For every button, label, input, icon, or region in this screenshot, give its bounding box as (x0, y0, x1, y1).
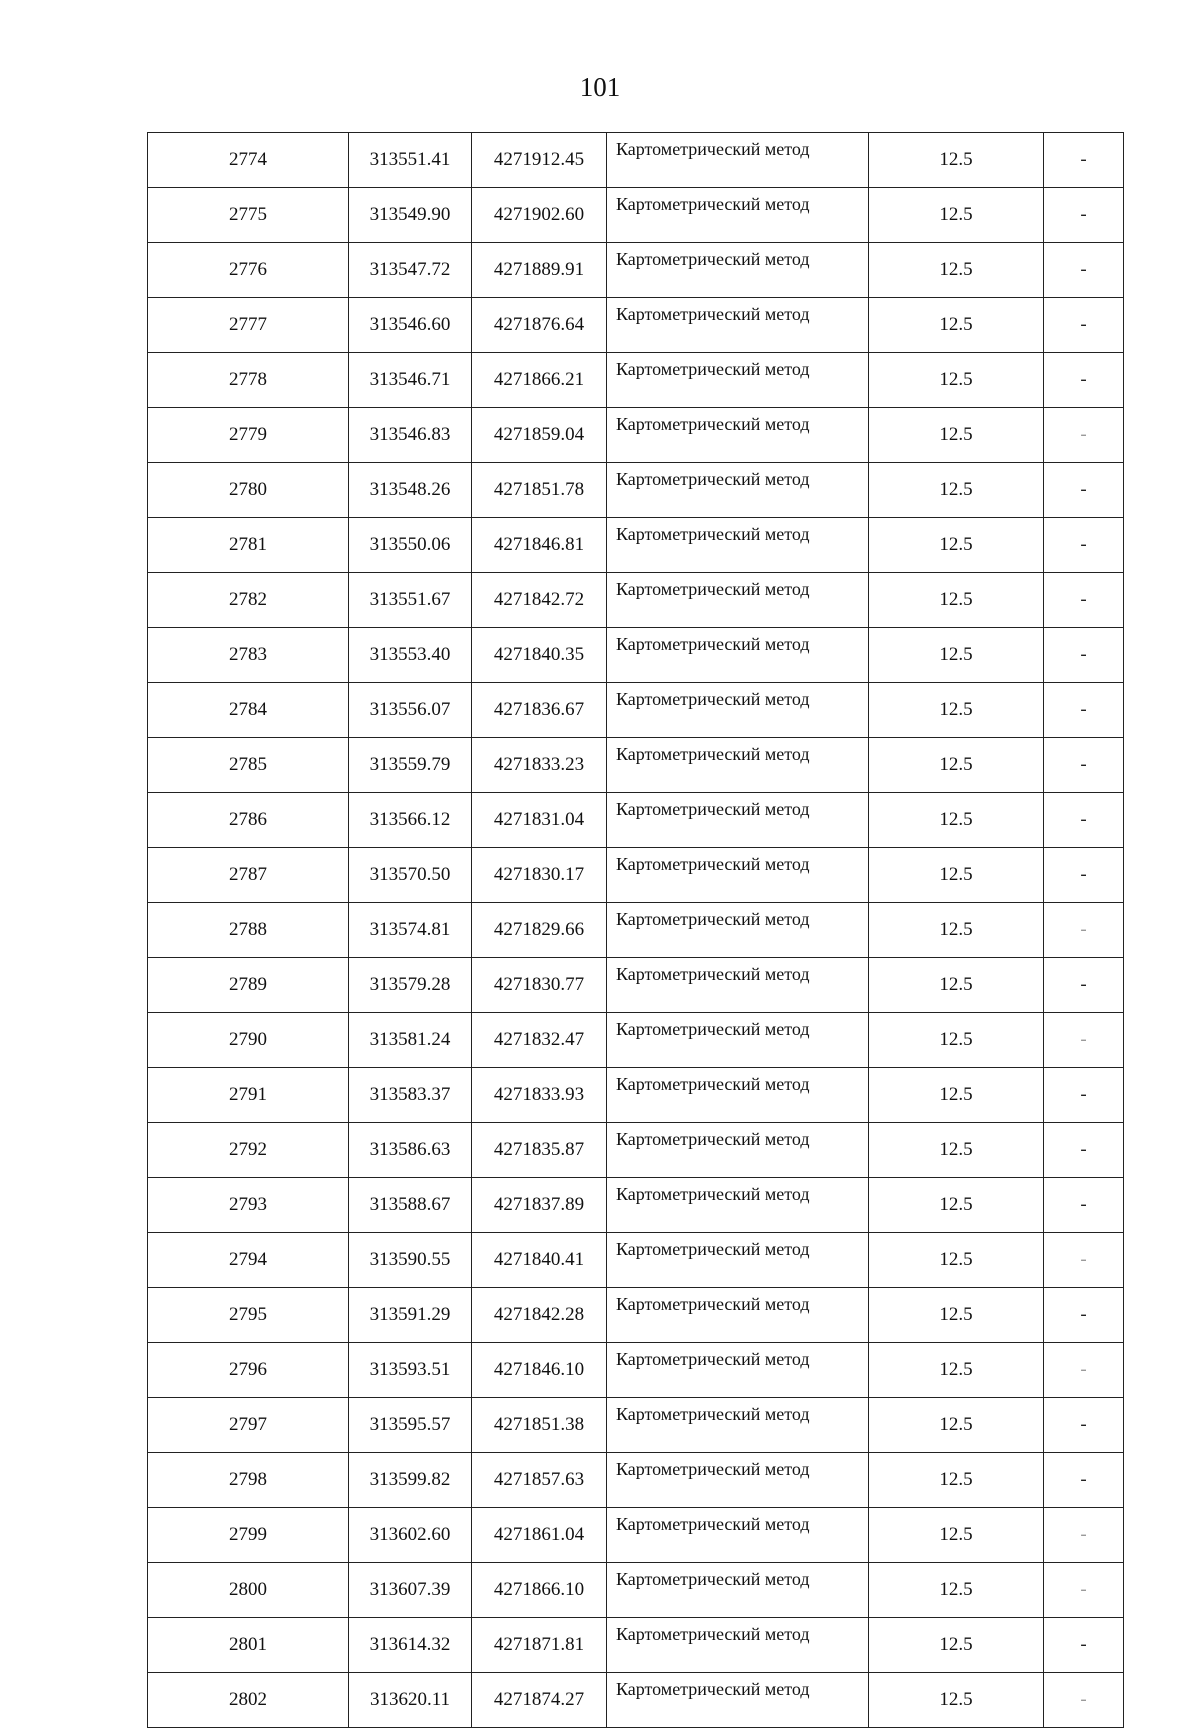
method-cell: Картометрический метод (607, 243, 869, 298)
point-number-cell: 2795 (148, 1288, 349, 1343)
method-cell: Картометрический метод (607, 1563, 869, 1618)
table-row (148, 1288, 1124, 1343)
method-cell: Картометрический метод (607, 518, 869, 573)
point-number-cell: 2788 (148, 903, 349, 958)
x-coordinate-cell: 313581.24 (349, 1013, 472, 1068)
table-row (148, 1233, 1124, 1288)
x-coordinate-cell: 313566.12 (349, 793, 472, 848)
accuracy-cell: 12.5 (869, 518, 1044, 573)
accuracy-cell: 12.5 (869, 1563, 1044, 1618)
table-row (148, 1453, 1124, 1508)
note-cell: - (1044, 188, 1124, 243)
point-number-cell: 2781 (148, 518, 349, 573)
point-number-cell: 2796 (148, 1343, 349, 1398)
method-cell: Картометрический метод (607, 683, 869, 738)
point-number-cell: 2790 (148, 1013, 349, 1068)
table-row (148, 573, 1124, 628)
point-number-cell: 2782 (148, 573, 349, 628)
x-coordinate-cell: 313602.60 (349, 1508, 472, 1563)
method-cell: Картометрический метод (607, 188, 869, 243)
accuracy-cell: 12.5 (869, 1178, 1044, 1233)
y-coordinate-cell: 4271876.64 (472, 298, 607, 353)
table-row (148, 243, 1124, 298)
note-cell: - (1044, 1453, 1124, 1508)
x-coordinate-cell: 313559.79 (349, 738, 472, 793)
accuracy-cell: 12.5 (869, 1508, 1044, 1563)
table-row (148, 958, 1124, 1013)
accuracy-cell: 12.5 (869, 683, 1044, 738)
table-row (148, 298, 1124, 353)
note-cell: - (1044, 683, 1124, 738)
x-coordinate-cell: 313620.11 (349, 1673, 472, 1728)
table-row (148, 353, 1124, 408)
point-number-cell: 2786 (148, 793, 349, 848)
note-cell: - (1044, 518, 1124, 573)
accuracy-cell: 12.5 (869, 463, 1044, 518)
x-coordinate-cell: 313556.07 (349, 683, 472, 738)
method-cell: Картометрический метод (607, 1673, 869, 1728)
y-coordinate-cell: 4271859.04 (472, 408, 607, 463)
note-cell: - (1044, 1013, 1124, 1068)
point-number-cell: 2789 (148, 958, 349, 1013)
method-cell: Картометрический метод (607, 298, 869, 353)
accuracy-cell: 12.5 (869, 243, 1044, 298)
accuracy-cell: 12.5 (869, 738, 1044, 793)
method-cell: Картометрический метод (607, 1508, 869, 1563)
accuracy-cell: 12.5 (869, 1618, 1044, 1673)
table-row (148, 1398, 1124, 1453)
note-cell: - (1044, 793, 1124, 848)
point-number-cell: 2779 (148, 408, 349, 463)
x-coordinate-cell: 313549.90 (349, 188, 472, 243)
method-cell: Картометрический метод (607, 1178, 869, 1233)
table-row (148, 1508, 1124, 1563)
table-row (148, 628, 1124, 683)
note-cell: - (1044, 1123, 1124, 1178)
x-coordinate-cell: 313570.50 (349, 848, 472, 903)
method-cell: Картометрический метод (607, 848, 869, 903)
y-coordinate-cell: 4271836.67 (472, 683, 607, 738)
y-coordinate-cell: 4271889.91 (472, 243, 607, 298)
y-coordinate-cell: 4271840.35 (472, 628, 607, 683)
table-row (148, 738, 1124, 793)
method-cell: Картометрический метод (607, 1398, 869, 1453)
x-coordinate-cell: 313593.51 (349, 1343, 472, 1398)
method-cell: Картометрический метод (607, 1068, 869, 1123)
x-coordinate-cell: 313546.71 (349, 353, 472, 408)
x-coordinate-cell: 313547.72 (349, 243, 472, 298)
note-cell: - (1044, 1508, 1124, 1563)
x-coordinate-cell: 313550.06 (349, 518, 472, 573)
point-number-cell: 2792 (148, 1123, 349, 1178)
note-cell: - (1044, 463, 1124, 518)
accuracy-cell: 12.5 (869, 1288, 1044, 1343)
method-cell: Картометрический метод (607, 1288, 869, 1343)
point-number-cell: 2784 (148, 683, 349, 738)
accuracy-cell: 12.5 (869, 353, 1044, 408)
table-row (148, 408, 1124, 463)
note-cell: - (1044, 1288, 1124, 1343)
table-row (148, 1068, 1124, 1123)
note-cell: - (1044, 243, 1124, 298)
note-cell: - (1044, 298, 1124, 353)
x-coordinate-cell: 313583.37 (349, 1068, 472, 1123)
point-number-cell: 2778 (148, 353, 349, 408)
y-coordinate-cell: 4271831.04 (472, 793, 607, 848)
y-coordinate-cell: 4271874.27 (472, 1673, 607, 1728)
point-number-cell: 2799 (148, 1508, 349, 1563)
accuracy-cell: 12.5 (869, 298, 1044, 353)
note-cell: - (1044, 1398, 1124, 1453)
note-cell: - (1044, 903, 1124, 958)
note-cell: - (1044, 1178, 1124, 1233)
accuracy-cell: 12.5 (869, 1343, 1044, 1398)
y-coordinate-cell: 4271842.72 (472, 573, 607, 628)
method-cell: Картометрический метод (607, 463, 869, 518)
x-coordinate-cell: 313599.82 (349, 1453, 472, 1508)
table-row (148, 1563, 1124, 1618)
method-cell: Картометрический метод (607, 133, 869, 188)
method-cell: Картометрический метод (607, 573, 869, 628)
method-cell: Картометрический метод (607, 1618, 869, 1673)
method-cell: Картометрический метод (607, 408, 869, 463)
point-number-cell: 2802 (148, 1673, 349, 1728)
point-number-cell: 2777 (148, 298, 349, 353)
method-cell: Картометрический метод (607, 628, 869, 683)
coordinates-table (147, 132, 1124, 1728)
note-cell: - (1044, 628, 1124, 683)
x-coordinate-cell: 313574.81 (349, 903, 472, 958)
x-coordinate-cell: 313607.39 (349, 1563, 472, 1618)
table-row (148, 848, 1124, 903)
y-coordinate-cell: 4271833.23 (472, 738, 607, 793)
x-coordinate-cell: 313595.57 (349, 1398, 472, 1453)
accuracy-cell: 12.5 (869, 573, 1044, 628)
method-cell: Картометрический метод (607, 738, 869, 793)
table-row (148, 463, 1124, 518)
note-cell: - (1044, 1618, 1124, 1673)
method-cell: Картометрический метод (607, 1453, 869, 1508)
table-body (148, 133, 1124, 1728)
point-number-cell: 2775 (148, 188, 349, 243)
page-number: 101 (579, 72, 621, 102)
table-row (148, 518, 1124, 573)
table-row (148, 133, 1124, 188)
table-row (148, 1618, 1124, 1673)
point-number-cell: 2780 (148, 463, 349, 518)
accuracy-cell: 12.5 (869, 1233, 1044, 1288)
point-number-cell: 2797 (148, 1398, 349, 1453)
y-coordinate-cell: 4271840.41 (472, 1233, 607, 1288)
method-cell: Картометрический метод (607, 353, 869, 408)
y-coordinate-cell: 4271832.47 (472, 1013, 607, 1068)
accuracy-cell: 12.5 (869, 1453, 1044, 1508)
y-coordinate-cell: 4271861.04 (472, 1508, 607, 1563)
point-number-cell: 2793 (148, 1178, 349, 1233)
y-coordinate-cell: 4271830.77 (472, 958, 607, 1013)
accuracy-cell: 12.5 (869, 958, 1044, 1013)
y-coordinate-cell: 4271851.38 (472, 1398, 607, 1453)
y-coordinate-cell: 4271835.87 (472, 1123, 607, 1178)
table-row (148, 793, 1124, 848)
method-cell: Картометрический метод (607, 1343, 869, 1398)
y-coordinate-cell: 4271866.21 (472, 353, 607, 408)
accuracy-cell: 12.5 (869, 848, 1044, 903)
method-cell: Картометрический метод (607, 958, 869, 1013)
x-coordinate-cell: 313551.41 (349, 133, 472, 188)
table-row (148, 903, 1124, 958)
note-cell: - (1044, 133, 1124, 188)
method-cell: Картометрический метод (607, 793, 869, 848)
point-number-cell: 2787 (148, 848, 349, 903)
y-coordinate-cell: 4271846.10 (472, 1343, 607, 1398)
accuracy-cell: 12.5 (869, 1398, 1044, 1453)
y-coordinate-cell: 4271842.28 (472, 1288, 607, 1343)
note-cell: - (1044, 1563, 1124, 1618)
table-row (148, 188, 1124, 243)
y-coordinate-cell: 4271830.17 (472, 848, 607, 903)
x-coordinate-cell: 313579.28 (349, 958, 472, 1013)
point-number-cell: 2783 (148, 628, 349, 683)
point-number-cell: 2798 (148, 1453, 349, 1508)
x-coordinate-cell: 313553.40 (349, 628, 472, 683)
point-number-cell: 2800 (148, 1563, 349, 1618)
y-coordinate-cell: 4271833.93 (472, 1068, 607, 1123)
point-number-cell: 2774 (148, 133, 349, 188)
accuracy-cell: 12.5 (869, 1123, 1044, 1178)
note-cell: - (1044, 738, 1124, 793)
note-cell: - (1044, 1343, 1124, 1398)
y-coordinate-cell: 4271829.66 (472, 903, 607, 958)
accuracy-cell: 12.5 (869, 1068, 1044, 1123)
method-cell: Картометрический метод (607, 1123, 869, 1178)
y-coordinate-cell: 4271857.63 (472, 1453, 607, 1508)
table-row (148, 1013, 1124, 1068)
x-coordinate-cell: 313588.67 (349, 1178, 472, 1233)
x-coordinate-cell: 313551.67 (349, 573, 472, 628)
note-cell: - (1044, 573, 1124, 628)
table-row (148, 1178, 1124, 1233)
table-row (148, 1123, 1124, 1178)
note-cell: - (1044, 848, 1124, 903)
accuracy-cell: 12.5 (869, 1013, 1044, 1068)
y-coordinate-cell: 4271851.78 (472, 463, 607, 518)
accuracy-cell: 12.5 (869, 408, 1044, 463)
point-number-cell: 2791 (148, 1068, 349, 1123)
accuracy-cell: 12.5 (869, 1673, 1044, 1728)
point-number-cell: 2785 (148, 738, 349, 793)
y-coordinate-cell: 4271902.60 (472, 188, 607, 243)
x-coordinate-cell: 313546.60 (349, 298, 472, 353)
point-number-cell: 2776 (148, 243, 349, 298)
accuracy-cell: 12.5 (869, 188, 1044, 243)
point-number-cell: 2794 (148, 1233, 349, 1288)
accuracy-cell: 12.5 (869, 793, 1044, 848)
x-coordinate-cell: 313548.26 (349, 463, 472, 518)
x-coordinate-cell: 313586.63 (349, 1123, 472, 1178)
y-coordinate-cell: 4271837.89 (472, 1178, 607, 1233)
y-coordinate-cell: 4271912.45 (472, 133, 607, 188)
note-cell: - (1044, 353, 1124, 408)
accuracy-cell: 12.5 (869, 628, 1044, 683)
y-coordinate-cell: 4271866.10 (472, 1563, 607, 1618)
x-coordinate-cell: 313546.83 (349, 408, 472, 463)
accuracy-cell: 12.5 (869, 903, 1044, 958)
note-cell: - (1044, 1233, 1124, 1288)
x-coordinate-cell: 313591.29 (349, 1288, 472, 1343)
note-cell: - (1044, 958, 1124, 1013)
method-cell: Картометрический метод (607, 903, 869, 958)
table-row (148, 1343, 1124, 1398)
note-cell: - (1044, 1068, 1124, 1123)
x-coordinate-cell: 313590.55 (349, 1233, 472, 1288)
table-row (148, 683, 1124, 738)
accuracy-cell: 12.5 (869, 133, 1044, 188)
note-cell: - (1044, 408, 1124, 463)
y-coordinate-cell: 4271871.81 (472, 1618, 607, 1673)
x-coordinate-cell: 313614.32 (349, 1618, 472, 1673)
method-cell: Картометрический метод (607, 1233, 869, 1288)
note-cell: - (1044, 1673, 1124, 1728)
y-coordinate-cell: 4271846.81 (472, 518, 607, 573)
table-row (148, 1673, 1124, 1728)
method-cell: Картометрический метод (607, 1013, 869, 1068)
point-number-cell: 2801 (148, 1618, 349, 1673)
